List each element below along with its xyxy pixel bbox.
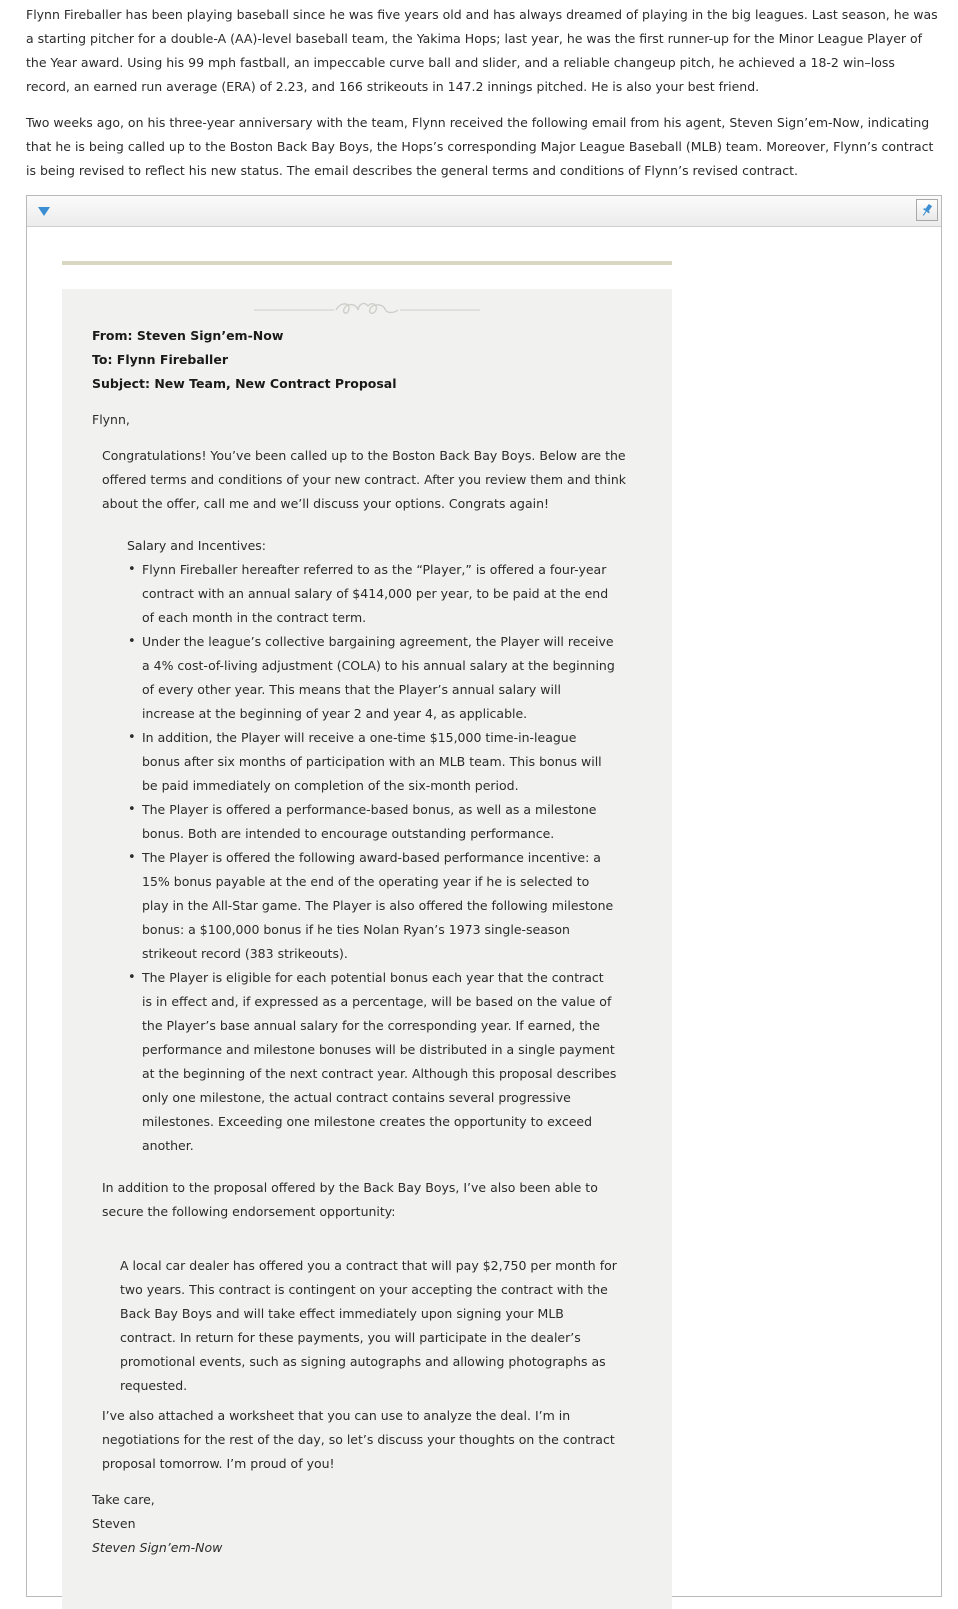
signature-full-name: Steven Sign’em-Now	[92, 1540, 223, 1555]
terms-list-item: • The Player is offered the following award-based performance incentive: a 15% bonus payable at the end of the operating year if he is selected to play in the All-Star game. The Player is also offered the following milestone bonus: a $100,000 bonus if he ties Nolan Ryan’s 1973 single-season strikeout record (383 strikeouts).	[127, 846, 617, 966]
congrats-paragraph: Congratulations! You’ve been called up to the Boston Back Bay Boys. Below are the offered terms and conditions of your new contract. After you review them and think about the offer, call me and we’ll discuss your options. Congrats again!	[102, 448, 626, 511]
endorsement-offer-paragraph: A local car dealer has offered you a contract that will pay $2,750 per month for two years. This contract is contingent on your accepting the contract with the Back Bay Boys and will take effect immediately upon signing your MLB contract. In return for these payments, you will participate in the dealer’s promotional events, such as signing autographs and allowing photographs as requested.	[120, 1258, 617, 1393]
panel-header	[27, 196, 941, 227]
email-to: To: Flynn Fireballer	[92, 352, 228, 367]
collapse-triangle-icon[interactable]	[38, 207, 50, 216]
terms-list-item: • In addition, the Player will receive a one-time $15,000 time-in-league bonus after six months of participation with an MLB team. This bonus will be paid immediately on completion of the six-month period.	[127, 726, 617, 798]
intro-paragraph-1: Flynn Fireballer has been playing baseball since he was five years old and has always dreamed of playing in the big leagues. Last season, he was a starting pitcher for a double-A (AA)-level baseball team, the Yakima Hops; last year, he was the first runner-up for the Minor League Player of the Year award. Using his 99 mph fastball, an impeccable curve ball and slider, and a reliable changeup pitch, he achieved a 18-2 win–loss record, an earned run average (ERA) of 2.23, and 166 strikeouts in 147.2 innings pitched. He is also your best friend.	[26, 7, 938, 94]
terms-list-item: • Flynn Fireballer hereafter referred to as the “Player,” is offered a four-year contract with an annual salary of $414,000 per year, to be paid at the end of each month in the contract term.	[127, 558, 617, 630]
flourish-divider-icon	[254, 297, 480, 323]
email-greeting: Flynn,	[92, 412, 130, 427]
email-signoff: Take care,	[92, 1492, 155, 1507]
worksheet-paragraph: I’ve also attached a worksheet that you can use to analyze the deal. I’m in negotiations for the rest of the day, so let’s discuss your thoughts on the contract proposal tomorrow. I’m proud of you!	[102, 1408, 615, 1471]
pin-icon	[920, 203, 934, 217]
endorsement-intro-paragraph: In addition to the proposal offered by the Back Bay Boys, I’ve also been able to secure the following endorsement opportunity:	[102, 1180, 598, 1219]
terms-list	[127, 558, 617, 1158]
email-body	[62, 289, 672, 1609]
email-panel	[26, 195, 942, 1597]
email-subject: Subject: New Team, New Contract Proposal	[92, 376, 397, 391]
email-top-rule	[62, 261, 672, 265]
salary-heading: Salary and Incentives:	[127, 538, 267, 553]
email-from: From: Steven Sign’em-Now	[92, 328, 284, 343]
terms-list-item: • Under the league’s collective bargaining agreement, the Player will receive a 4% cost-of-living adjustment (COLA) to his annual salary at the beginning of every other year. This means that the Player’s annual salary will increase at the beginning of year 2 and year 4, as applicable.	[127, 630, 617, 726]
signature-name: Steven	[92, 1516, 136, 1531]
terms-list-item: • The Player is eligible for each potential bonus each year that the contract is in effect and, if expressed as a percentage, will be based on the value of the Player’s base annual salary for the corresponding year. If earned, the performance and milestone bonuses will be distributed in a single payment at the beginning of the next contract year. Although this proposal describes only one milestone, the actual contract contains several progressive milestones. Exceeding one milestone creates the opportunity to exceed another.	[127, 966, 617, 1158]
terms-list-item: • The Player is offered a performance-based bonus, as well as a milestone bonus. Both are intended to encourage outstanding performance.	[127, 798, 617, 846]
pin-button[interactable]	[916, 199, 938, 221]
intro-paragraph-2: Two weeks ago, on his three-year anniversary with the team, Flynn received the following email from his agent, Steven Sign’em-Now, indicating that he is being called up to the Boston Back Bay Boys, the Hops’s corresponding Major League Baseball (MLB) team. Moreover, Flynn’s contract is being revised to reflect his new status. The email describes the general terms and conditions of Flynn’s revised contract.	[26, 115, 934, 178]
